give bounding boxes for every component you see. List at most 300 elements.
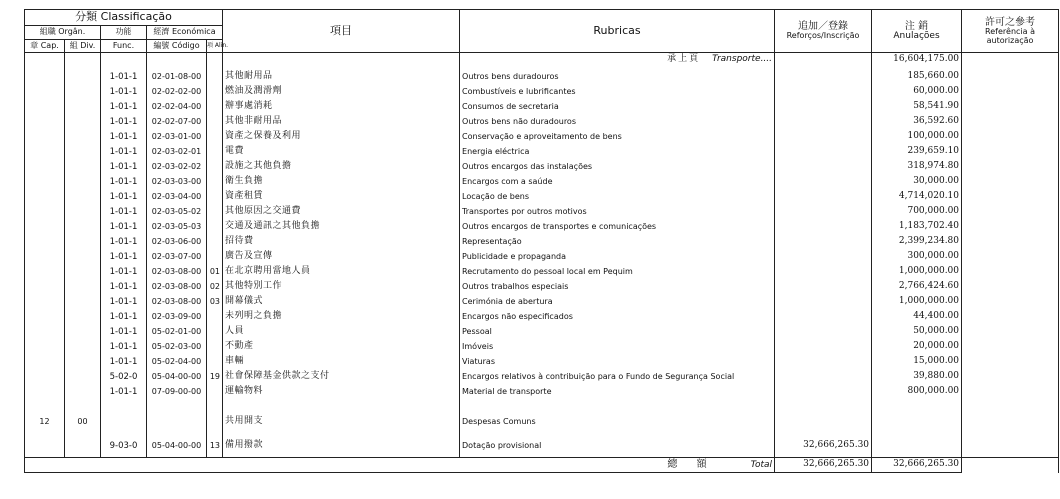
reforco-cell bbox=[775, 142, 872, 157]
alin-cell: 19 bbox=[207, 367, 223, 382]
alin-cell bbox=[207, 382, 223, 397]
func-cell: 1-01-1 bbox=[101, 232, 147, 247]
cap-cell bbox=[25, 382, 65, 397]
ref-cell bbox=[962, 352, 1059, 367]
ref-cell bbox=[962, 217, 1059, 232]
ref-cell bbox=[962, 127, 1059, 142]
anulacao-cell: 44,400.00 bbox=[872, 307, 962, 322]
cap-header: 章 Cap. bbox=[25, 40, 65, 53]
reforco-cell bbox=[775, 277, 872, 292]
rubrica-cell: Dotação provisional bbox=[460, 437, 775, 451]
func-cell: 1-01-1 bbox=[101, 97, 147, 112]
code-cell: 02-03-04-00 bbox=[147, 187, 207, 202]
func-cell: 1-01-1 bbox=[101, 172, 147, 187]
ref-pt-2: autorização bbox=[986, 35, 1034, 45]
cap-cell bbox=[25, 127, 65, 142]
item-zh-cell: 人員 bbox=[223, 322, 460, 337]
anulacao-cell: 239,659.10 bbox=[872, 142, 962, 157]
ref-pt-1: Referência à bbox=[985, 26, 1035, 36]
reforco-cell bbox=[775, 82, 872, 97]
cap-cell bbox=[25, 142, 65, 157]
rubrica-cell: Outros encargos de transportes e comunicações bbox=[460, 217, 775, 232]
code-cell: 02-02-04-00 bbox=[147, 97, 207, 112]
div-header: 組 Div. bbox=[65, 40, 101, 53]
alin-cell bbox=[207, 337, 223, 352]
reforco-cell bbox=[775, 187, 872, 202]
item-zh-cell: 交通及通訊之其他負擔 bbox=[223, 217, 460, 232]
item-zh-cell: 社會保障基金供款之支付 bbox=[223, 367, 460, 382]
func-cell: 1-01-1 bbox=[101, 142, 147, 157]
ref-cell bbox=[962, 367, 1059, 382]
table-row bbox=[25, 142, 1059, 157]
anulacoes-header bbox=[872, 10, 962, 53]
table-row bbox=[25, 337, 1059, 352]
alin-cell bbox=[207, 322, 223, 337]
table-row bbox=[25, 247, 1059, 262]
classification-header: 分類 Classificação bbox=[25, 10, 223, 26]
total-row bbox=[25, 458, 1059, 473]
code-cell: 02-03-02-02 bbox=[147, 157, 207, 172]
alin-cell bbox=[207, 352, 223, 367]
cap-cell bbox=[25, 247, 65, 262]
reforco-cell: 32,666,265.30 bbox=[775, 437, 872, 451]
ref-zh: 許可之參考 bbox=[985, 16, 1036, 28]
func-cell: 1-01-1 bbox=[101, 277, 147, 292]
economica-header: 經濟 Económica bbox=[147, 26, 223, 40]
ref-cell bbox=[962, 202, 1059, 217]
code-cell: 07-09-00-00 bbox=[147, 382, 207, 397]
table-row bbox=[25, 172, 1059, 187]
anulacao-cell: 2,766,424.60 bbox=[872, 277, 962, 292]
item-zh-cell: 其他原因之交通費 bbox=[223, 202, 460, 217]
code-cell: 05-02-03-00 bbox=[147, 337, 207, 352]
code-cell: 02-03-09-00 bbox=[147, 307, 207, 322]
table-row bbox=[25, 277, 1059, 292]
table-row bbox=[25, 262, 1059, 277]
item-zh-cell: 燃油及潤滑劑 bbox=[223, 82, 460, 97]
item-zh-cell: 車輛 bbox=[223, 352, 460, 367]
item-zh-cell: 其他耐用品 bbox=[223, 67, 460, 82]
alin-cell bbox=[207, 172, 223, 187]
budget-table bbox=[24, 9, 1059, 473]
rubrica-cell: Material de transporte bbox=[460, 382, 775, 397]
ref-cell bbox=[962, 292, 1059, 307]
anulacao-cell: 185,660.00 bbox=[872, 67, 962, 82]
alin-cell bbox=[207, 127, 223, 142]
div-cell bbox=[65, 322, 101, 337]
ref-cell bbox=[962, 307, 1059, 322]
alin-cell bbox=[207, 217, 223, 232]
alin-cell bbox=[207, 142, 223, 157]
func-cell: 1-01-1 bbox=[101, 67, 147, 82]
code-cell: 02-03-02-01 bbox=[147, 142, 207, 157]
cap-cell: 12 bbox=[25, 407, 65, 427]
div-cell bbox=[65, 82, 101, 97]
func-cell: 1-01-1 bbox=[101, 307, 147, 322]
rubrica-cell: Encargos com a saúde bbox=[460, 172, 775, 187]
alin-cell: 13 bbox=[207, 437, 223, 451]
cap-cell bbox=[25, 82, 65, 97]
ref-cell bbox=[962, 67, 1059, 82]
transport-anulacao: 16,604,175.00 bbox=[872, 53, 962, 68]
cap-cell bbox=[25, 337, 65, 352]
item-zh-cell: 電費 bbox=[223, 142, 460, 157]
reforco-cell bbox=[775, 127, 872, 142]
rubrica-cell bbox=[460, 397, 775, 407]
anulacao-cell bbox=[872, 437, 962, 451]
ref-cell bbox=[962, 337, 1059, 352]
anulacao-cell bbox=[872, 407, 962, 427]
cap-cell bbox=[25, 67, 65, 82]
rubrica-cell: Pessoal bbox=[460, 322, 775, 337]
item-zh-cell: 未列明之負擔 bbox=[223, 307, 460, 322]
func-cell: 1-01-1 bbox=[101, 352, 147, 367]
anulacao-cell: 800,000.00 bbox=[872, 382, 962, 397]
ref-cell bbox=[962, 97, 1059, 112]
alin-header: 項 Alin. bbox=[207, 40, 223, 53]
item-zh-header: 項目 bbox=[223, 10, 460, 53]
table-row bbox=[25, 232, 1059, 247]
alin-cell: 03 bbox=[207, 292, 223, 307]
func-cell: 1-01-1 bbox=[101, 112, 147, 127]
ref-cell bbox=[962, 142, 1059, 157]
code-cell bbox=[147, 427, 207, 437]
table-row bbox=[25, 67, 1059, 82]
div-cell bbox=[65, 262, 101, 277]
func-cell: 1-01-1 bbox=[101, 217, 147, 232]
ref-cell bbox=[962, 82, 1059, 97]
code-cell bbox=[147, 397, 207, 407]
alin-cell bbox=[207, 97, 223, 112]
item-zh-cell bbox=[223, 427, 460, 437]
div-cell bbox=[65, 367, 101, 382]
table-row bbox=[25, 427, 1059, 437]
code-cell: 02-03-05-02 bbox=[147, 202, 207, 217]
code-cell: 02-03-08-00 bbox=[147, 277, 207, 292]
cap-cell bbox=[25, 427, 65, 437]
rubrica-cell: Publicidade e propaganda bbox=[460, 247, 775, 262]
ref-cell bbox=[962, 232, 1059, 247]
func-cell: 1-01-1 bbox=[101, 262, 147, 277]
code-cell: 05-04-00-00 bbox=[147, 367, 207, 382]
ref-cell bbox=[962, 382, 1059, 397]
div-cell bbox=[65, 142, 101, 157]
cap-cell bbox=[25, 112, 65, 127]
item-zh-cell bbox=[223, 397, 460, 407]
cap-cell bbox=[25, 292, 65, 307]
code-cell: 02-01-08-00 bbox=[147, 67, 207, 82]
table-header bbox=[25, 10, 1059, 53]
cap-cell bbox=[25, 232, 65, 247]
rubrica-cell: Cerimónia de abertura bbox=[460, 292, 775, 307]
anulacao-cell: 300,000.00 bbox=[872, 247, 962, 262]
alin-cell bbox=[207, 112, 223, 127]
code-cell: 02-02-02-00 bbox=[147, 82, 207, 97]
cap-cell bbox=[25, 307, 65, 322]
reforco-cell bbox=[775, 97, 872, 112]
rubrica-cell: Consumos de secretaria bbox=[460, 97, 775, 112]
item-zh-cell: 不動產 bbox=[223, 337, 460, 352]
alin-cell bbox=[207, 157, 223, 172]
anulacoes-zh: 注 銷 bbox=[904, 20, 929, 32]
ref-cell bbox=[962, 322, 1059, 337]
code-cell: 05-04-00-00 bbox=[147, 437, 207, 451]
func-header: Func. bbox=[101, 40, 147, 53]
div-cell bbox=[65, 352, 101, 367]
anulacao-cell: 39,880.00 bbox=[872, 367, 962, 382]
rubrica-cell: Encargos não especificados bbox=[460, 307, 775, 322]
reforco-cell bbox=[775, 247, 872, 262]
div-cell bbox=[65, 67, 101, 82]
div-cell bbox=[65, 217, 101, 232]
ref-cell bbox=[962, 262, 1059, 277]
alin-cell bbox=[207, 247, 223, 262]
item-zh-cell: 資產租賃 bbox=[223, 187, 460, 202]
reforco-cell bbox=[775, 382, 872, 397]
rubrica-cell: Outros bens não duradouros bbox=[460, 112, 775, 127]
table-body bbox=[25, 53, 1059, 473]
div-cell bbox=[65, 232, 101, 247]
div-cell bbox=[65, 157, 101, 172]
ref-cell bbox=[962, 427, 1059, 437]
func-cell: 1-01-1 bbox=[101, 382, 147, 397]
anulacao-cell: 36,592.60 bbox=[872, 112, 962, 127]
code-cell bbox=[147, 407, 207, 427]
ref-cell bbox=[962, 277, 1059, 292]
anulacao-cell: 700,000.00 bbox=[872, 202, 962, 217]
rubrica-cell: Locação de bens bbox=[460, 187, 775, 202]
ref-cell bbox=[962, 112, 1059, 127]
anulacao-cell bbox=[872, 397, 962, 407]
func-cell: 1-01-1 bbox=[101, 157, 147, 172]
cap-cell bbox=[25, 172, 65, 187]
rubrica-cell: Energia eléctrica bbox=[460, 142, 775, 157]
codigo-header: 編號 Código bbox=[147, 40, 207, 53]
item-zh-cell: 設施之其他負擔 bbox=[223, 157, 460, 172]
authorization-ref-header bbox=[962, 10, 1059, 53]
div-cell bbox=[65, 247, 101, 262]
func-cell bbox=[101, 427, 147, 437]
anulacao-cell: 318,974.80 bbox=[872, 157, 962, 172]
anulacao-cell: 1,183,702.40 bbox=[872, 217, 962, 232]
reforco-cell bbox=[775, 262, 872, 277]
rubrica-cell: Outros trabalhos especiais bbox=[460, 277, 775, 292]
anulacao-cell: 20,000.00 bbox=[872, 337, 962, 352]
item-zh-cell: 共用開支 bbox=[223, 407, 460, 427]
reforco-cell bbox=[775, 337, 872, 352]
item-zh-cell: 衛生負擔 bbox=[223, 172, 460, 187]
cap-cell bbox=[25, 397, 65, 407]
func-cell: 1-01-1 bbox=[101, 292, 147, 307]
table-row bbox=[25, 112, 1059, 127]
rubrica-cell: Combustíveis e lubrificantes bbox=[460, 82, 775, 97]
reforco-cell bbox=[775, 172, 872, 187]
div-cell bbox=[65, 292, 101, 307]
transport-pt: Transporte.... bbox=[712, 54, 773, 65]
cap-cell bbox=[25, 437, 65, 451]
item-zh-cell: 資產之保養及利用 bbox=[223, 127, 460, 142]
cap-cell bbox=[25, 217, 65, 232]
anulacao-cell: 50,000.00 bbox=[872, 322, 962, 337]
anulacao-cell: 30,000.00 bbox=[872, 172, 962, 187]
anulacao-cell: 100,000.00 bbox=[872, 127, 962, 142]
rubrica-cell bbox=[460, 427, 775, 437]
rubrica-cell: Encargos relativos à contribuição para o Fundo de Segurança Social bbox=[460, 367, 775, 382]
rubrica-cell: Recrutamento do pessoal local em Pequim bbox=[460, 262, 775, 277]
func-cell: 1-01-1 bbox=[101, 127, 147, 142]
ref-cell bbox=[962, 247, 1059, 262]
table-row bbox=[25, 352, 1059, 367]
cap-cell bbox=[25, 202, 65, 217]
reforcos-zh: 追加／登錄 bbox=[798, 21, 849, 33]
alin-cell bbox=[207, 407, 223, 427]
table-row bbox=[25, 397, 1059, 407]
func-cell: 1-01-1 bbox=[101, 187, 147, 202]
table-row bbox=[25, 437, 1059, 451]
table-row bbox=[25, 382, 1059, 397]
anulacao-cell: 58,541.90 bbox=[872, 97, 962, 112]
func-cell: 5-02-0 bbox=[101, 367, 147, 382]
anulacao-cell: 4,714,020.10 bbox=[872, 187, 962, 202]
total-ref-cell bbox=[962, 458, 1059, 473]
func-cell: 1-01-1 bbox=[101, 247, 147, 262]
rubrica-cell: Despesas Comuns bbox=[460, 407, 775, 427]
func-cell: 9-03-0 bbox=[101, 437, 147, 451]
table-row bbox=[25, 367, 1059, 382]
div-cell bbox=[65, 172, 101, 187]
alin-cell bbox=[207, 202, 223, 217]
item-zh-cell: 運輸物料 bbox=[223, 382, 460, 397]
total-pt: Total bbox=[750, 460, 773, 471]
item-zh-cell: 備用撥款 bbox=[223, 437, 460, 451]
reforco-cell bbox=[775, 322, 872, 337]
total-anulacao: 32,666,265.30 bbox=[872, 458, 962, 473]
table-row bbox=[25, 407, 1059, 427]
transport-label bbox=[460, 53, 775, 68]
table-row bbox=[25, 307, 1059, 322]
func-cell bbox=[101, 407, 147, 427]
table-row bbox=[25, 97, 1059, 112]
reforco-cell bbox=[775, 397, 872, 407]
funcional-header: 功能 bbox=[101, 26, 147, 40]
alin-cell: 02 bbox=[207, 277, 223, 292]
alin-cell bbox=[207, 427, 223, 437]
item-zh-cell: 在北京聘用當地人員 bbox=[223, 262, 460, 277]
alin-cell bbox=[207, 82, 223, 97]
cap-cell bbox=[25, 352, 65, 367]
code-cell: 02-03-06-00 bbox=[147, 232, 207, 247]
table-row bbox=[25, 82, 1059, 97]
rubricas-header: Rubricas bbox=[460, 10, 775, 53]
anulacao-cell: 2,399,234.80 bbox=[872, 232, 962, 247]
anulacao-cell: 1,000,000.00 bbox=[872, 262, 962, 277]
code-cell: 02-03-08-00 bbox=[147, 292, 207, 307]
cap-cell bbox=[25, 322, 65, 337]
div-cell bbox=[65, 277, 101, 292]
reforco-cell bbox=[775, 427, 872, 437]
func-cell: 1-01-1 bbox=[101, 337, 147, 352]
rubrica-cell: Representação bbox=[460, 232, 775, 247]
reforco-cell bbox=[775, 367, 872, 382]
total-reforco: 32,666,265.30 bbox=[775, 458, 872, 473]
code-cell: 02-03-05-03 bbox=[147, 217, 207, 232]
reforco-cell bbox=[775, 202, 872, 217]
item-zh-cell: 廣告及宣傳 bbox=[223, 247, 460, 262]
func-cell bbox=[101, 397, 147, 407]
table-row bbox=[25, 322, 1059, 337]
table-row bbox=[25, 157, 1059, 172]
code-cell: 05-02-01-00 bbox=[147, 322, 207, 337]
ref-cell bbox=[962, 397, 1059, 407]
total-zh: 總 額 bbox=[667, 459, 715, 471]
item-zh-cell: 其他特別工作 bbox=[223, 277, 460, 292]
item-zh-cell: 招待費 bbox=[223, 232, 460, 247]
ref-cell bbox=[962, 187, 1059, 202]
transport-zh: 承上頁 bbox=[667, 54, 701, 65]
alin-cell bbox=[207, 232, 223, 247]
item-zh-cell: 開幕儀式 bbox=[223, 292, 460, 307]
func-cell: 1-01-1 bbox=[101, 82, 147, 97]
alin-cell bbox=[207, 67, 223, 82]
cap-cell bbox=[25, 187, 65, 202]
table-row bbox=[25, 217, 1059, 232]
code-cell: 05-02-04-00 bbox=[147, 352, 207, 367]
alin-cell bbox=[207, 187, 223, 202]
total-label bbox=[25, 458, 775, 473]
rubrica-cell: Imóveis bbox=[460, 337, 775, 352]
alin-cell bbox=[207, 397, 223, 407]
item-zh-cell: 辦事處消耗 bbox=[223, 97, 460, 112]
div-cell bbox=[65, 397, 101, 407]
cap-cell bbox=[25, 367, 65, 382]
reforco-cell bbox=[775, 67, 872, 82]
code-cell: 02-03-07-00 bbox=[147, 247, 207, 262]
code-cell: 02-03-03-00 bbox=[147, 172, 207, 187]
alin-cell bbox=[207, 307, 223, 322]
anulacao-cell: 15,000.00 bbox=[872, 352, 962, 367]
code-cell: 02-02-07-00 bbox=[147, 112, 207, 127]
ref-cell bbox=[962, 407, 1059, 427]
code-cell: 02-03-08-00 bbox=[147, 262, 207, 277]
div-cell bbox=[65, 437, 101, 451]
reforco-cell bbox=[775, 217, 872, 232]
reforco-cell bbox=[775, 352, 872, 367]
div-cell bbox=[65, 202, 101, 217]
ref-cell bbox=[962, 172, 1059, 187]
reforco-cell bbox=[775, 307, 872, 322]
reforco-cell bbox=[775, 232, 872, 247]
alin-cell: 01 bbox=[207, 262, 223, 277]
table-row bbox=[25, 187, 1059, 202]
func-cell: 1-01-1 bbox=[101, 202, 147, 217]
div-cell bbox=[65, 427, 101, 437]
anulacao-cell: 60,000.00 bbox=[872, 82, 962, 97]
div-cell bbox=[65, 127, 101, 142]
div-cell bbox=[65, 97, 101, 112]
cap-cell bbox=[25, 97, 65, 112]
table-row bbox=[25, 202, 1059, 217]
rubrica-cell: Transportes por outros motivos bbox=[460, 202, 775, 217]
reforcos-pt: Reforços/Inscrição bbox=[786, 31, 860, 41]
reforco-cell bbox=[775, 292, 872, 307]
ref-cell bbox=[962, 437, 1059, 451]
rubrica-cell: Outros bens duradouros bbox=[460, 67, 775, 82]
rubrica-cell: Viaturas bbox=[460, 352, 775, 367]
rubrica-cell: Conservação e aproveitamento de bens bbox=[460, 127, 775, 142]
div-cell bbox=[65, 382, 101, 397]
func-cell: 1-01-1 bbox=[101, 322, 147, 337]
anulacao-cell: 1,000,000.00 bbox=[872, 292, 962, 307]
